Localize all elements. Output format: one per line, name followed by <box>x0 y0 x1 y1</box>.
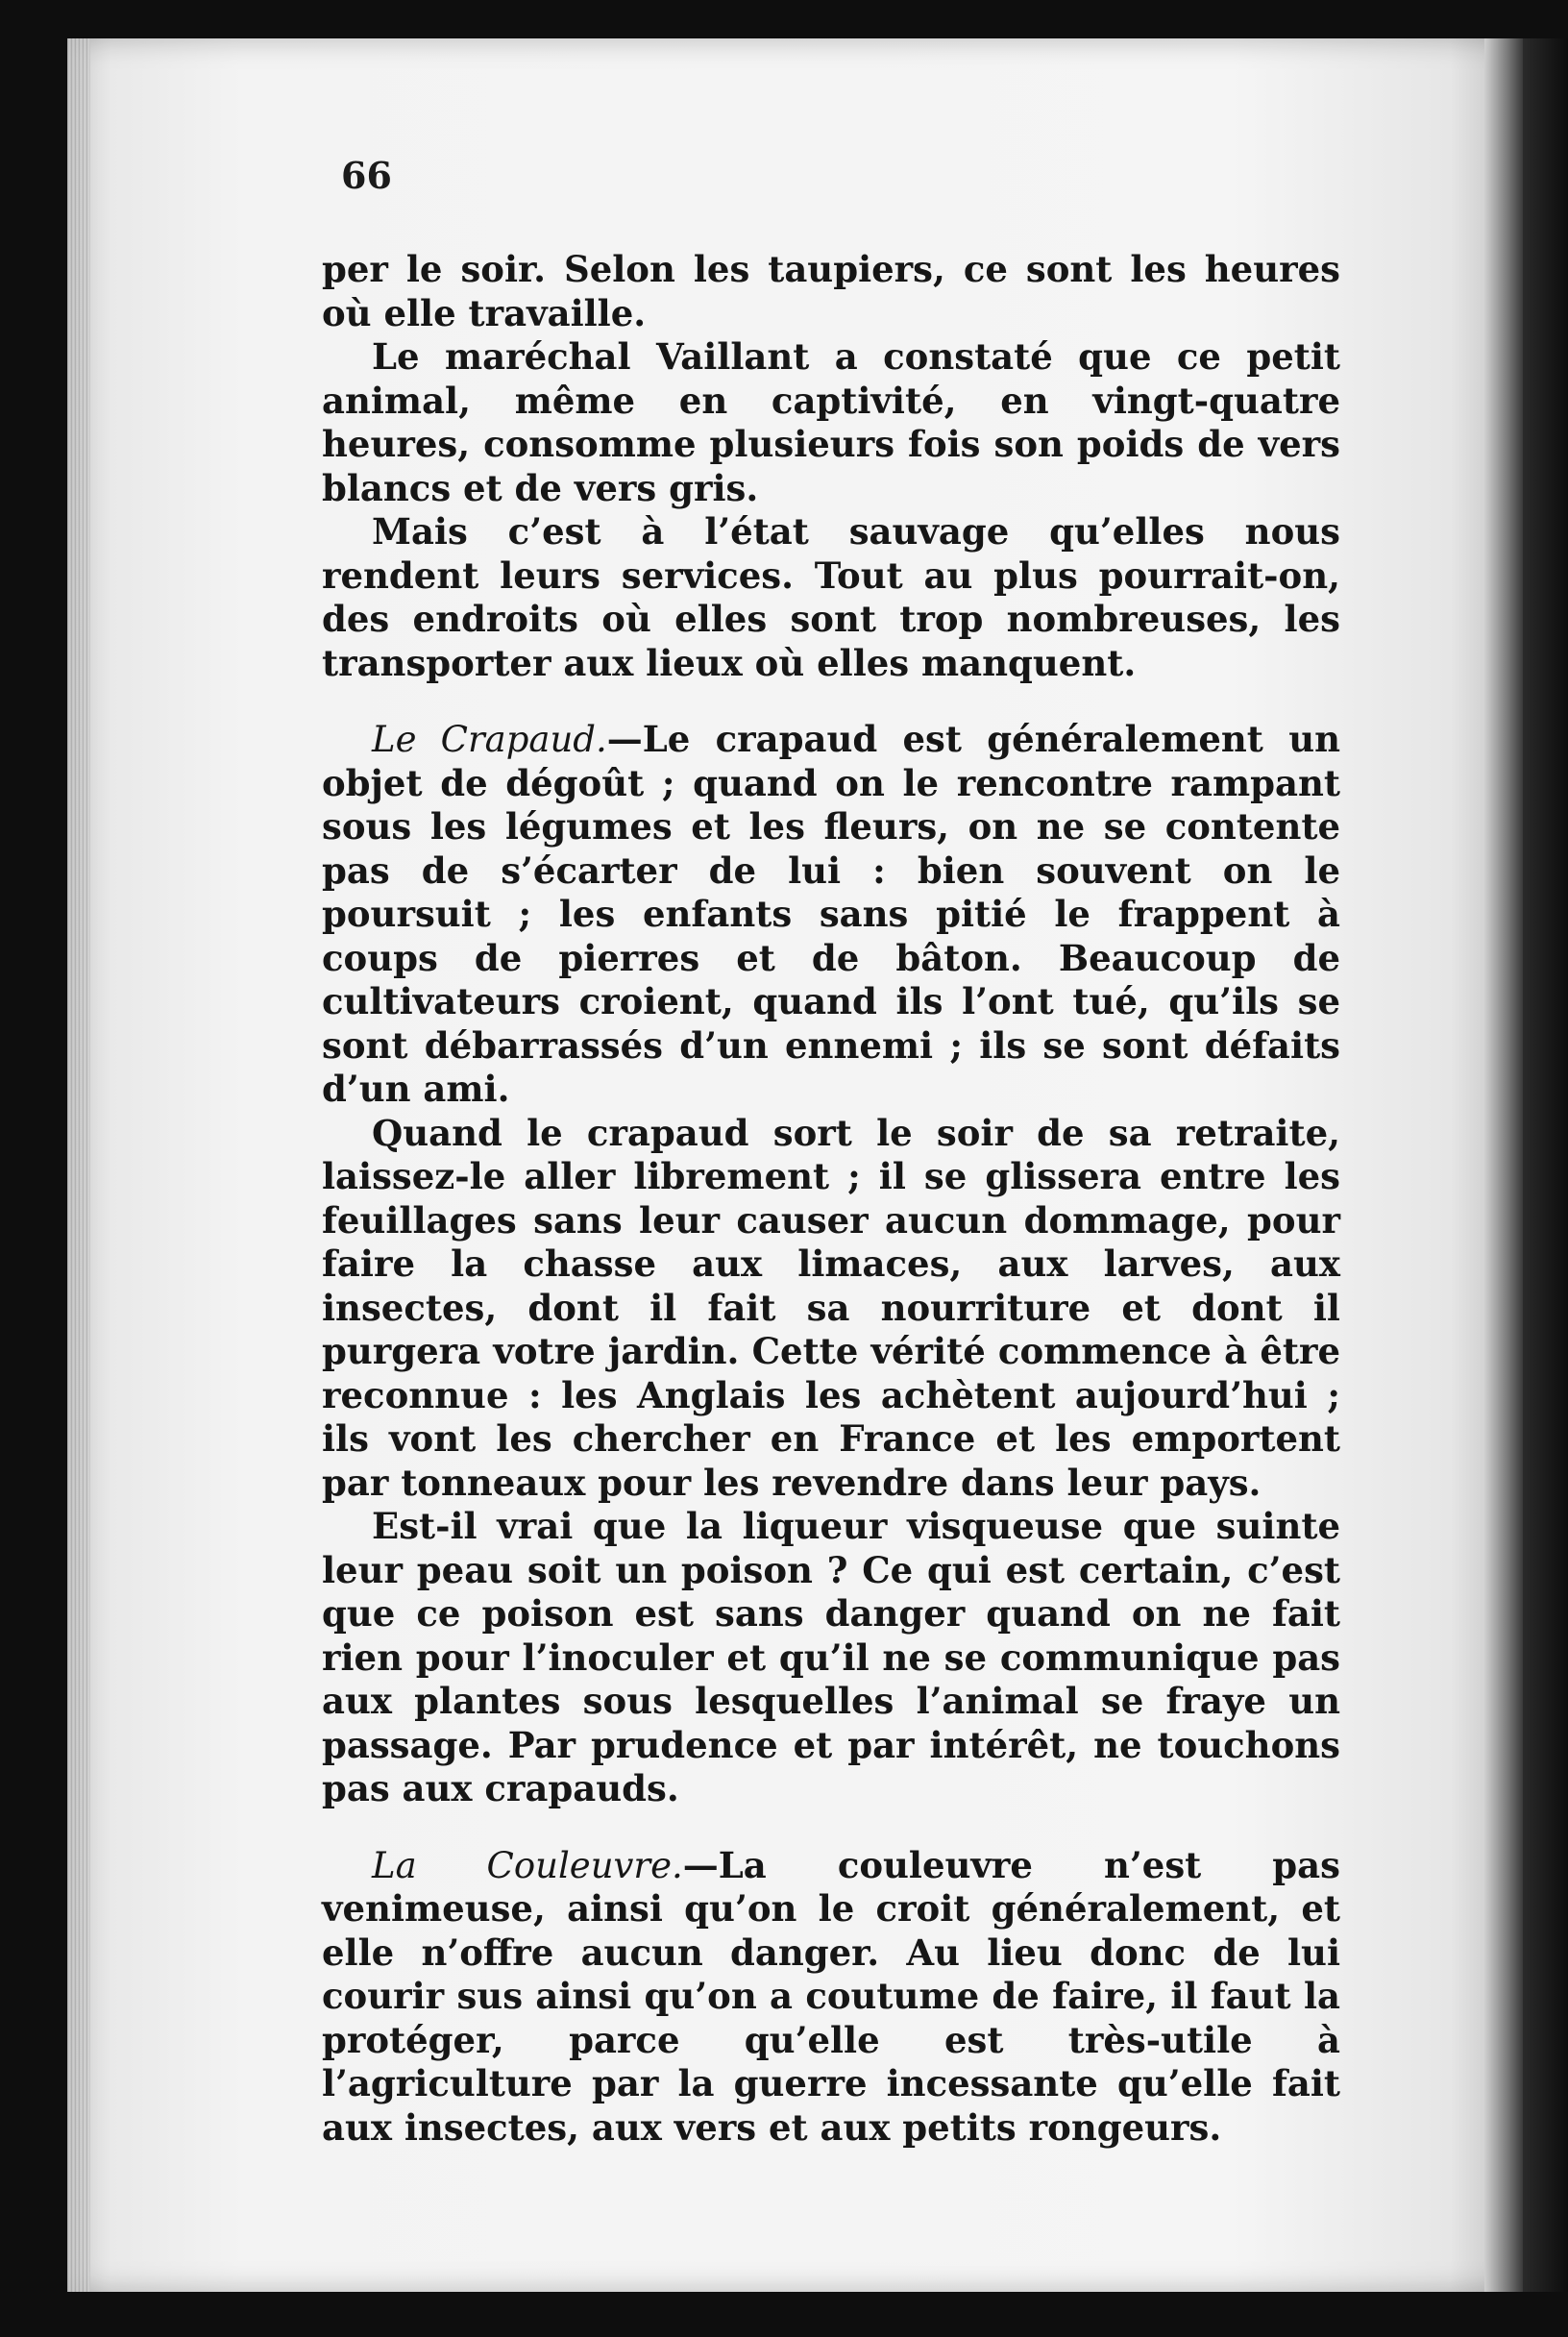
page-gutter-shadow <box>1484 38 1523 2292</box>
paragraph: Le maréchal Vaillant a constaté que ce petit animal, même en captivité, en vingt-quatre heures, consomme plusieurs fois son poids de vers blancs et de vers gris. <box>322 335 1340 509</box>
section-paragraph-couleuvre: La Couleuvre.—La couleuvre n’est pas venimeuse, ainsi qu’on le croit généralement, et elle n’offre aucun danger. Au lieu donc de lui courir sus ainsi qu’on a coutume de faire, il faut la protéger, parce qu’elle est très-utile à l’agriculture par la guerre incessante qu’elle fait aux insectes, aux vers et aux petits rongeurs. <box>322 1843 1340 2149</box>
section-heading: La Couleuvre. <box>372 1844 683 1886</box>
section-heading: Le Crapaud. <box>372 719 607 760</box>
section-paragraph-crapaud: Le Crapaud.—Le crapaud est généralement un objet de dégoût ; quand on le rencontre rampant sous les légumes et les fleurs, on ne se contente pas de s’écarter de lui : bien souvent on le poursuit ; les enfants sans pitié le frappent à coups de pierres et de bâton. Beaucoup de cultivateurs croient, quand ils l’ont tué, qu’ils se sont débarrassés d’un ennemi ; ils se sont défaits d’un ami. <box>322 718 1340 1110</box>
page-number: 66 <box>341 154 392 197</box>
paragraph: Quand le crapaud sort le soir de sa retraite, laissez-le aller librement ; il se glissera entre les feuillages sans leur causer aucun dommage, pour faire la chasse aux limaces, aux larves, aux insectes, dont il fait sa nourriture et dont il purgera votre jardin. Cette vérité commence à être reconnue : les Anglais les achètent aujourd’hui ; ils vont les chercher en France et les emportent par tonneaux pour les revendre dans leur pays. <box>322 1111 1340 1504</box>
paragraph: Est-il vrai que la liqueur visqueuse que suinte leur peau soit un poison ? Ce qui est certain, c’est que ce poison est sans danger quand on ne fait rien pour l’inoculer et qu’il ne se communique pas aux plantes sous lesquelles l’animal se fraye un passage. Par prudence et par intérêt, ne touchons pas aux crapauds. <box>322 1505 1340 1809</box>
paragraph: Mais c’est à l’état sauvage qu’elles nous rendent leurs services. Tout au plus pourrait-on, des endroits où elles sont trop nombreuses, les transporter aux lieux où elles manquent. <box>322 510 1340 684</box>
paragraph: per le soir. Selon les taupiers, ce sont les heures où elle travaille. <box>322 248 1340 334</box>
body-text <box>322 248 1340 2150</box>
page-stack-edge <box>67 38 90 2292</box>
book-spine <box>1523 38 1568 2292</box>
